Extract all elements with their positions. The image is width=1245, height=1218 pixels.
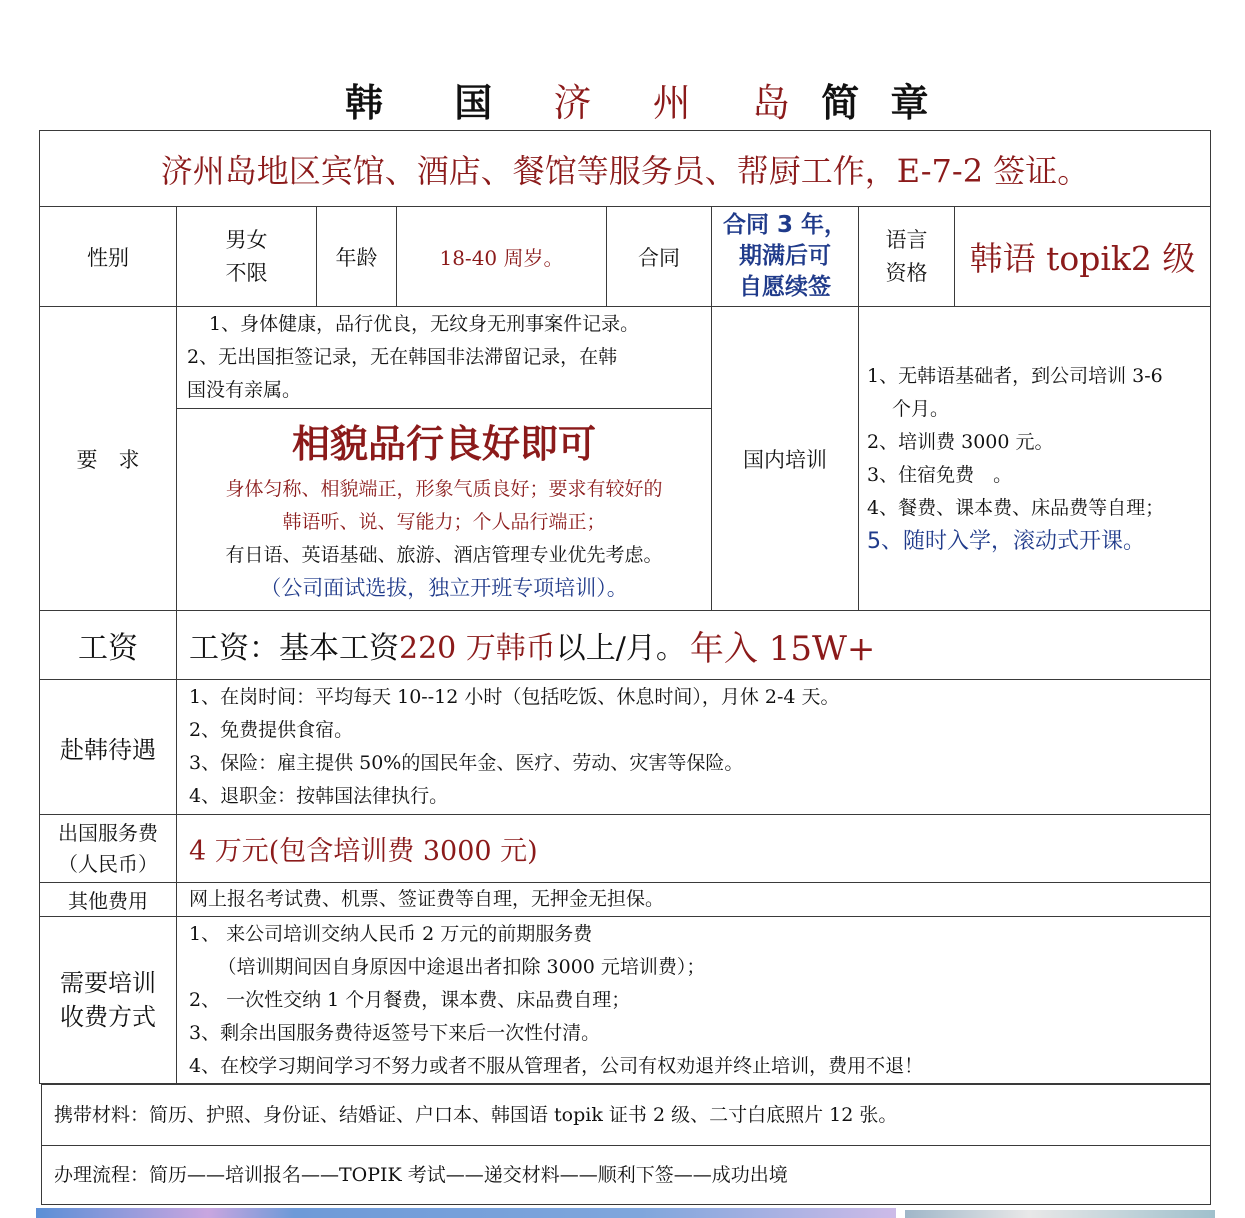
- contract-value-line: 自愿续签: [739, 274, 831, 300]
- contract-value-line: 期满后可: [739, 243, 831, 269]
- benefits-label-text: 赴韩待遇: [60, 735, 156, 764]
- title-char: 国: [454, 81, 495, 125]
- title-char: 岛: [752, 81, 793, 125]
- payment-item: 1、 来公司培训交纳人民币 2 万元的前期服务费: [189, 922, 593, 945]
- benefit-item: 2、免费提供食宿。: [189, 719, 354, 741]
- salary-amount: 220 万韩币: [399, 631, 556, 666]
- decorative-gradient-strip: [905, 1210, 1215, 1218]
- age-value: [396, 206, 607, 307]
- language-label-line: 语言: [885, 227, 928, 252]
- requirement-item: 2、无出国拒签记录，无在韩国非法滞留记录，在韩: [187, 346, 618, 368]
- process-text: 办理流程：简历——培训报名——TOPIK 考试——递交材料——顺利下签——成功出境: [54, 1163, 788, 1186]
- title-char: 州: [652, 81, 693, 125]
- gender-label: [39, 206, 177, 307]
- title-char: 韩: [345, 81, 386, 125]
- salary-label-text: 工资: [78, 631, 138, 666]
- benefits-label: [39, 679, 177, 815]
- benefits-details: [176, 679, 1211, 815]
- training-item: 1、无韩语基础者，到公司培训 3-6: [867, 364, 1163, 387]
- language-label-line: 资格: [885, 260, 928, 285]
- payment-item: （培训期间因自身原因中途退出者扣除 3000 元培训费）；: [189, 955, 706, 978]
- headline-cell: [39, 130, 1211, 207]
- requirements-label: [39, 306, 177, 611]
- training-details: [858, 306, 1211, 611]
- payment-label-line: 收费方式: [60, 1003, 156, 1031]
- page-title: [150, 72, 1010, 127]
- appearance-line: 身体匀称、相貌端正，形象气质良好；要求有较好的: [225, 477, 663, 500]
- gender-value: [176, 206, 317, 307]
- payment-details: [176, 916, 1211, 1084]
- payment-label: [39, 916, 177, 1084]
- payment-item: 2、 一次性交纳 1 个月餐费，课本费、床品费自理；: [189, 988, 631, 1011]
- salary-value: [176, 610, 1211, 680]
- requirement-item: 国没有亲属。: [187, 379, 302, 401]
- headline: 济州岛地区宾馆、酒店、餐馆等服务员、帮厨工作，E-7-2 签证。: [160, 151, 1090, 190]
- salary-label: [39, 610, 177, 680]
- selection-note: （公司面试选拔，独立开班专项培训）。: [260, 575, 628, 600]
- title-char: 济: [553, 81, 594, 125]
- training-item: 2、培训费 3000 元。: [867, 430, 1054, 453]
- training-item: 个月。: [867, 397, 950, 420]
- payment-item: 3、剩余出国服务费待返签号下来后一次性付清。: [189, 1021, 601, 1044]
- training-item-highlight: 5、随时入学，滚动式开课。: [867, 528, 1145, 554]
- service-fee-label-line: （人民币）: [58, 851, 158, 876]
- preference-line: 有日语、英语基础、旅游、酒店管理专业优先考虑。: [225, 543, 663, 566]
- other-fees-label-text: 其他费用: [68, 889, 148, 913]
- payment-item: 4、在校学习期间学习不努力或者不服从管理者，公司有权劝退并终止培训，费用不退！: [189, 1054, 924, 1077]
- training-item: 3、住宿免费 。: [867, 463, 1013, 486]
- benefit-item: 3、保险：雇主提供 50%的国民年金、医疗、劳动、灾害等保险。: [189, 752, 744, 774]
- other-fees-label: [39, 882, 177, 917]
- training-item: 4、餐费、课本费、床品费等自理；: [867, 496, 1165, 519]
- requirements-appearance: [176, 408, 712, 611]
- other-fees-value: [176, 882, 1211, 917]
- gender-value-line: 不限: [225, 260, 268, 285]
- gender-value-line: 男女: [225, 227, 268, 252]
- service-fee-amount: 4 万元(包含培训费 3000 元): [189, 836, 538, 867]
- benefit-item: 4、退职金：按韩国法律执行。: [189, 785, 449, 807]
- appearance-highlight: 相貌品行良好即可: [291, 421, 596, 466]
- other-fees-text: 网上报名考试费、机票、签证费等自理，无押金无担保。: [189, 888, 665, 910]
- training-label: [711, 306, 859, 611]
- salary-annual: 年入 15W+: [689, 628, 876, 669]
- contract-value: [711, 206, 859, 307]
- service-fee-label: [39, 814, 177, 883]
- contract-label-text: 合同: [638, 245, 680, 270]
- language-value-text: 韩语 topik2 级: [969, 239, 1196, 278]
- service-fee-label-line: 出国服务费: [58, 820, 158, 845]
- title-char: 简: [821, 81, 862, 125]
- salary-prefix: 工资：基本工资: [189, 631, 399, 666]
- decorative-gradient-strip: [36, 1208, 896, 1218]
- age-label: [316, 206, 397, 307]
- payment-label-line: 需要培训: [60, 969, 156, 997]
- materials-cell: [41, 1084, 1211, 1146]
- process-cell: [41, 1145, 1211, 1205]
- requirements-label-text: 要 求: [76, 447, 140, 472]
- age-label-text: 年龄: [335, 245, 378, 270]
- appearance-line: 韩语听、说、写能力；个人品行端正；: [282, 510, 606, 533]
- salary-suffix: 以上/月。: [555, 631, 686, 666]
- requirements-basic: [176, 306, 712, 409]
- title-char: 章: [890, 81, 931, 125]
- contract-label: [606, 206, 712, 307]
- language-label: [858, 206, 955, 307]
- materials-text: 携带材料：简历、护照、身份证、结婚证、户口本、韩国语 topik 证书 2 级、二寸白底照片 12 张。: [54, 1103, 898, 1126]
- requirement-item: 1、身体健康，品行优良，无纹身无刑事案件记录。: [209, 313, 640, 335]
- service-fee-value: [176, 814, 1211, 883]
- age-value-text: 18-40 周岁。: [439, 246, 564, 270]
- benefit-item: 1、在岗时间：平均每天 10--12 小时（包括吃饭、休息时间），月休 2-4 天。: [189, 686, 840, 708]
- gender-label-text: 性别: [87, 245, 129, 270]
- contract-value-line: 合同 3 年，: [722, 212, 848, 238]
- language-value: [954, 206, 1211, 307]
- training-label-text: 国内培训: [743, 447, 827, 472]
